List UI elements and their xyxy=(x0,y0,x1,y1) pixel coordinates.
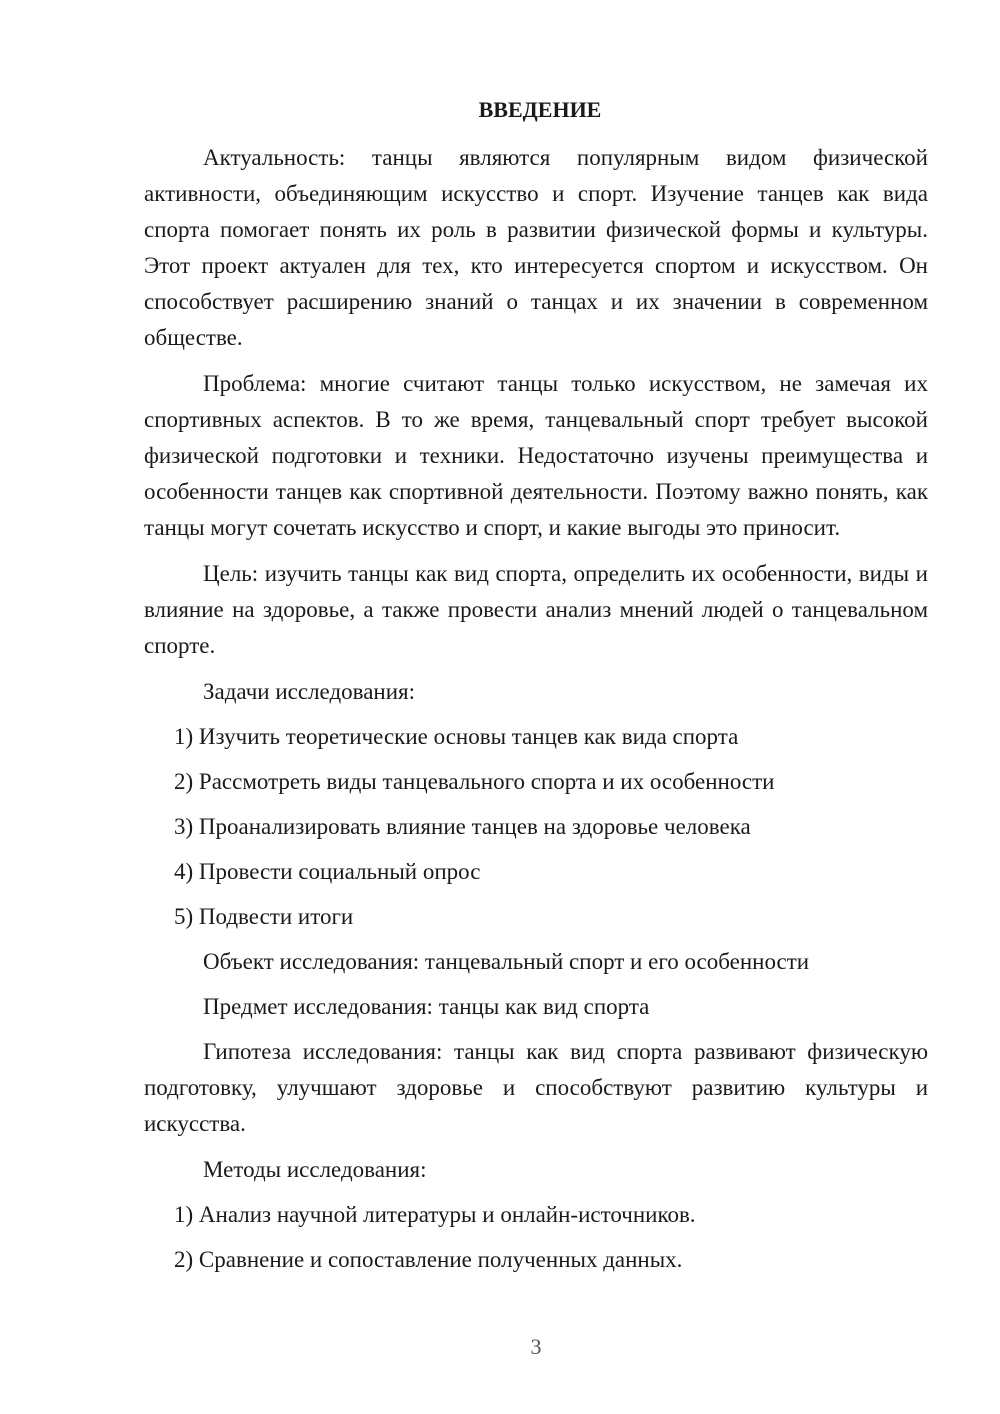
list-item: 2) Рассмотреть виды танцевального спорта и их особенности xyxy=(174,769,775,794)
page-number: 3 xyxy=(530,1334,542,1359)
list-item: 1) Анализ научной литературы и онлайн-источников. xyxy=(174,1202,696,1227)
tasks-heading: Задачи исследования: xyxy=(203,679,416,704)
methods-list xyxy=(144,1197,928,1278)
hypothesis-paragraph: Гипотеза исследования: танцы как вид спорта развивают физическую подготовку, улучшают здоровье и способствуют развитию культуры и искусства. xyxy=(144,1039,928,1136)
list-item: 3) Проанализировать влияние танцев на здоровье человека xyxy=(174,814,751,839)
problem-paragraph: Проблема: многие считают танцы только искусством, не замечая их спортивных аспектов. В то же время, танцевальный спорт требует высокой физической подготовки и техники. Недостаточно изучены преимущества и особенности танцев как спортивной деятельности. Поэтому важно понять, как танцы могут сочетать искусство и спорт, и какие выгоды это приносит. xyxy=(144,371,928,540)
list-item: 1) Изучить теоретические основы танцев как вида спорта xyxy=(174,724,739,749)
actuality-paragraph: Актуальность: танцы являются популярным видом физической активности, объединяющим искусство и спорт. Изучение танцев как вида спорта помогает понять их роль в развитии физической формы и культуры. Этот проект актуален для тех, кто интересуется спортом и искусством. Он способствует расширению знаний о танцах и их значении в современном обществе. xyxy=(144,145,928,350)
list-item: 5) Подвести итоги xyxy=(174,904,354,929)
object-line: Объект исследования: танцевальный спорт и его особенности xyxy=(203,949,810,974)
subject-line: Предмет исследования: танцы как вид спорта xyxy=(203,994,650,1019)
page-content xyxy=(144,92,928,1287)
tasks-list xyxy=(144,719,928,935)
list-item: 2) Сравнение и сопоставление полученных данных. xyxy=(174,1247,683,1272)
goal-paragraph: Цель: изучить танцы как вид спорта, определить их особенности, виды и влияние на здоровье, а также провести анализ мнений людей о танцевальном спорте. xyxy=(144,561,928,658)
list-item: 4) Провести социальный опрос xyxy=(174,859,481,884)
page-title: ВВЕДЕНИЕ xyxy=(478,97,602,122)
methods-heading: Методы исследования: xyxy=(203,1157,427,1182)
